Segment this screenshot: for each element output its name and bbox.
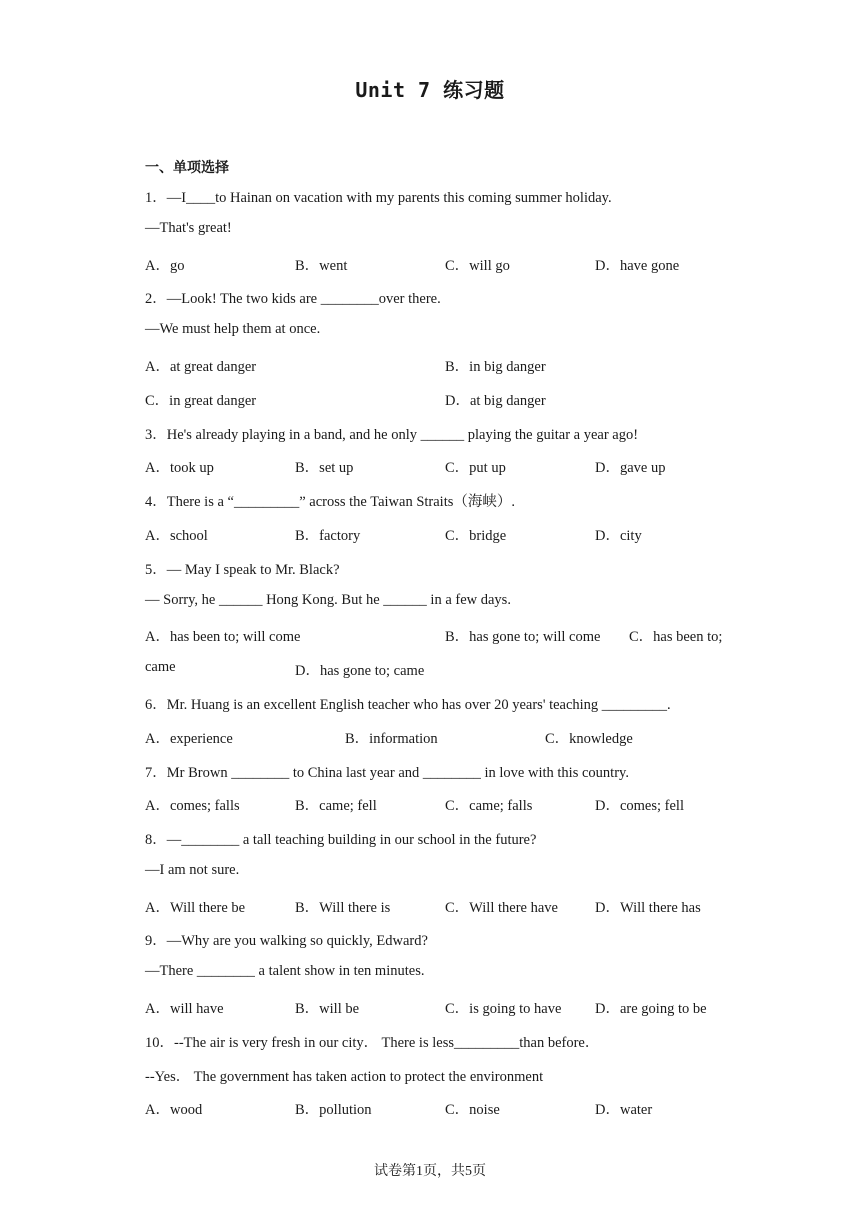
question-6-option-a: A．experience [145, 731, 233, 747]
question-3-option-a: A．took up [145, 460, 214, 476]
question-1-option-b: B．went [295, 258, 348, 274]
question-10-option-c: C．noise [445, 1102, 500, 1118]
question-7-stem: 7．Mr Brown ________ to China last year and ________ in love with this country. [145, 765, 629, 781]
question-7-option-a: A．comes; falls [145, 798, 240, 814]
question-1-option-c: C．will go [445, 258, 510, 274]
question-3-option-d: D．gave up [595, 460, 666, 476]
question-4-option-d: D．city [595, 528, 642, 544]
question-3-option-c: C．put up [445, 460, 506, 476]
question-6-option-c: C．knowledge [545, 731, 633, 747]
question-5-option-d: D．has gone to; came [295, 663, 425, 679]
question-5-option-c-cont: came [145, 659, 176, 675]
question-3-stem: 3．He's already playing in a band, and he only ______ playing the guitar a year ago! [145, 427, 639, 443]
question-4-option-b: B．factory [295, 528, 361, 544]
question-5-reply: — Sorry, he ______ Hong Kong. But he ______ in a few days. [145, 592, 511, 608]
question-9-reply: —There ________ a talent show in ten minutes. [145, 963, 425, 979]
question-2-option-a: A．at great danger [145, 359, 257, 375]
question-9-stem: 9．—Why are you walking so quickly, Edward? [145, 933, 428, 949]
question-8-reply: —I am not sure. [145, 862, 240, 878]
question-8-option-b: B．Will there is [295, 900, 391, 916]
question-5-stem: 5．— May I speak to Mr. Black? [145, 562, 340, 578]
question-1-option-a: A．go [145, 258, 185, 274]
question-5-option-b: B．has gone to; will come [445, 629, 601, 645]
question-10-option-a: A．wood [145, 1102, 203, 1118]
question-8-option-c: C．Will there have [445, 900, 558, 916]
question-4-stem: 4．There is a “_________” across the Taiwan Straits（海峡）. [145, 494, 515, 510]
question-10-option-d: D．water [595, 1102, 653, 1118]
question-2-reply: —We must help them at once. [145, 321, 321, 337]
question-7-option-b: B．came; fell [295, 798, 377, 814]
question-1-option-d: D．have gone [595, 258, 680, 274]
page-title: Unit 7 练习题 [355, 78, 505, 102]
question-6-stem: 6．Mr. Huang is an excellent English teacher who has over 20 years' teaching _________. [145, 697, 671, 713]
question-9-option-b: B．will be [295, 1001, 360, 1017]
question-8-option-a: A．Will there be [145, 900, 246, 916]
question-4-option-a: A．school [145, 528, 208, 544]
question-4-option-c: C．bridge [445, 528, 507, 544]
question-9-option-c: C．is going to have [445, 1001, 562, 1017]
question-10-option-b: B．pollution [295, 1102, 372, 1118]
question-2-option-c: C．in great danger [145, 393, 257, 409]
page-footer: 试卷第1页，共5页 [374, 1164, 486, 1179]
question-8-stem: 8．—________ a tall teaching building in our school in the future? [145, 832, 537, 848]
question-9-option-a: A．will have [145, 1001, 224, 1017]
question-5-option-c: C．has been to; [629, 629, 723, 645]
question-1-reply: —That's great! [145, 220, 232, 236]
question-6-option-b: B．information [345, 731, 438, 747]
question-3-option-b: B．set up [295, 460, 354, 476]
question-10-reply: --Yes． The government has taken action to protect the environment [145, 1069, 544, 1085]
question-10-stem: 10．--The air is very fresh in our city． There is less_________than before． [145, 1035, 600, 1051]
question-8-option-d: D．Will there has [595, 900, 701, 916]
question-2-stem: 2．—Look! The two kids are ________over there. [145, 291, 441, 307]
section-heading: 一、单项选择 [145, 160, 229, 176]
question-1-stem: 1．—I____to Hainan on vacation with my parents this coming summer holiday. [145, 190, 612, 206]
question-2-option-b: B．in big danger [445, 359, 546, 375]
question-9-option-d: D．are going to be [595, 1001, 707, 1017]
question-2-option-d: D．at big danger [445, 393, 546, 409]
question-7-option-d: D．comes; fell [595, 798, 684, 814]
question-5-option-a: A．has been to; will come [145, 629, 301, 645]
question-7-option-c: C．came; falls [445, 798, 533, 814]
